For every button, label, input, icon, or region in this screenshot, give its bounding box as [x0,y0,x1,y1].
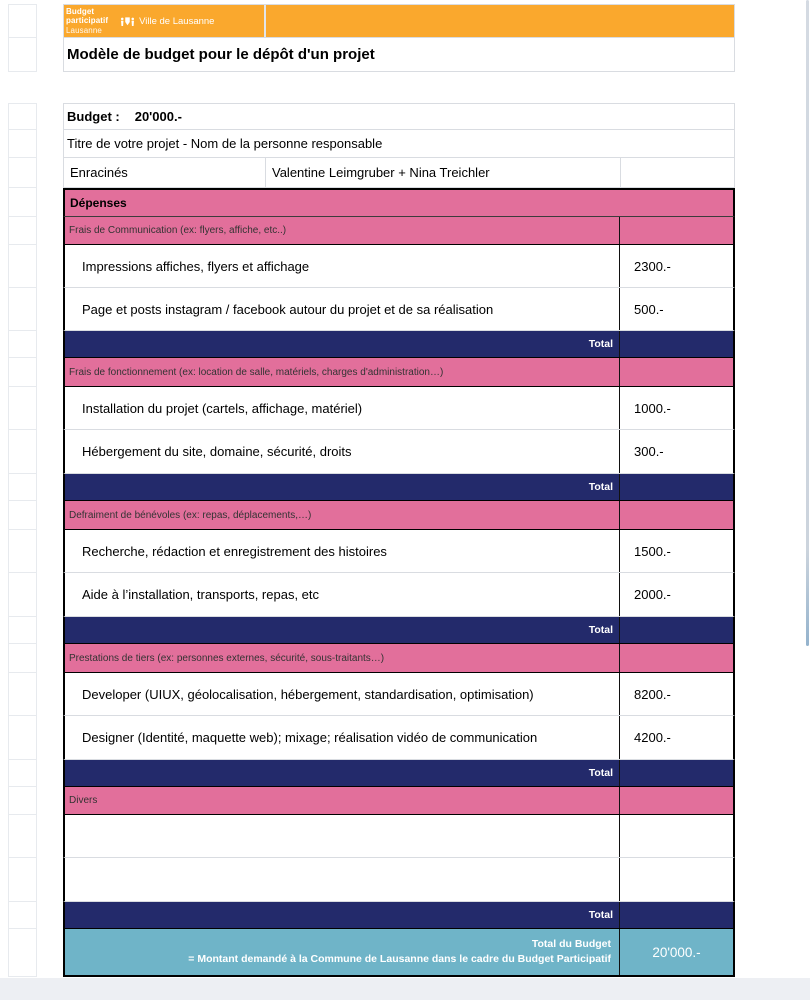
title-cell[interactable] [63,38,735,72]
expense-row [8,530,735,573]
brand-banner-right-cell [266,5,734,37]
page-title: Modèle de budget pour le dépôt d'un projet [67,46,375,63]
section-total-row [8,617,735,644]
logo-line3: Lausanne [66,25,102,35]
section-total-amount-cell[interactable] [619,617,733,643]
section-label[interactable]: Defraiment de bénévoles (ex: repas, déplacements,…) [69,509,312,521]
grand-total-line2: = Montant demandé à la Commune de Lausanne dans le cadre du Budget Participatif [188,953,611,965]
section-amount-cell[interactable] [619,787,733,814]
section-amount-cell[interactable] [619,358,733,386]
subtitle-row [8,130,735,158]
row-header-cell[interactable] [8,573,37,617]
expense-row [8,288,735,331]
section-total-amount-cell[interactable] [619,760,733,786]
row-header-cell[interactable] [8,929,37,977]
expense-row [8,673,735,716]
lausanne-crest-icon [120,16,135,27]
project-info-row [8,158,735,188]
section-amount-cell[interactable] [619,644,733,672]
section-divers [8,787,735,815]
row-header-cell[interactable] [8,130,37,158]
row-header-cell[interactable] [8,644,37,673]
budget-label: Budget : [67,109,120,124]
budget-value: 20'000.- [134,109,182,124]
budget-cell[interactable] [63,103,735,130]
budget-sheet [8,4,735,977]
expense-amount-cell[interactable]: 2300.- [619,245,733,287]
section-label[interactable]: Frais de fonctionnement (ex: location de salle, matériels, charges d'administration…) [69,366,444,378]
expense-row [8,430,735,474]
logo-line1: Budget [66,7,95,17]
section-total-label[interactable]: Total [588,909,613,921]
row-header-cell[interactable] [8,815,37,858]
expense-desc-cell[interactable]: Hébergement du site, domaine, sécurité, droits [82,444,352,459]
section-frais-fonctionnement [8,358,735,387]
empty-cell[interactable] [621,158,734,187]
project-name-cell[interactable]: Enracinés [64,158,266,187]
expense-row [8,573,735,617]
expense-row [8,245,735,288]
row-header-cell[interactable] [8,188,37,217]
row-header-cell[interactable] [8,858,37,902]
row-header-cell[interactable] [8,358,37,387]
expense-desc-cell[interactable]: Page et posts instagram / facebook autour du projet et de sa réalisation [82,301,494,317]
section-total-row [8,760,735,787]
expense-desc-cell[interactable] [65,815,619,857]
project-subtitle: Titre de votre projet - Nom de la personne responsable [67,136,383,151]
row-header-cell[interactable] [8,530,37,573]
expense-amount-cell[interactable] [619,815,733,857]
section-total-label[interactable]: Total [588,481,613,493]
row-header-cell[interactable] [8,288,37,331]
row-header-cell[interactable] [8,617,37,644]
orange-header-row [8,4,735,38]
responsible-cell[interactable]: Valentine Leimgruber + Nina Treichler [266,158,621,187]
expense-amount-cell[interactable]: 4200.- [619,716,733,759]
grand-total-label-cell[interactable] [65,929,619,975]
row-header-cell[interactable] [8,245,37,288]
expense-row [8,387,735,430]
section-amount-cell[interactable] [619,501,733,529]
expense-desc-cell[interactable]: Designer (Identité, maquette web); mixage; réalisation vidéo de communication [82,730,538,745]
section-total-amount-cell[interactable] [619,902,733,928]
row-header-cell[interactable] [8,331,37,358]
section-defraiment-benevoles [8,501,735,530]
row-header-cell[interactable] [8,387,37,430]
expense-desc-cell[interactable]: Installation du projet (cartels, affichage, matériel) [82,400,363,416]
scrollbar[interactable] [806,0,809,646]
expense-desc-cell[interactable]: Recherche, rédaction et enregistrement des histoires [82,543,387,559]
expense-amount-cell[interactable] [619,858,733,901]
row-header-cell[interactable] [8,474,37,501]
ville-de-lausanne-label: Ville de Lausanne [139,15,215,27]
spacer-row [8,72,735,103]
expenses-header-cell[interactable] [63,188,735,217]
row-header-cell[interactable] [8,38,37,72]
row-header-cell[interactable] [8,4,37,38]
expense-desc-cell[interactable]: Aide à l’installation, transports, repas, etc [82,587,320,602]
grand-total-line1: Total du Budget [531,938,611,951]
section-frais-communication [8,217,735,245]
section-prestations-tiers [8,644,735,673]
row-header-cell[interactable] [8,158,37,188]
brand-banner-left-cell [64,5,266,37]
row-header-cell[interactable] [8,217,37,245]
expense-row [8,858,735,902]
expense-row [8,716,735,760]
budget-row [8,103,735,130]
section-amount-cell[interactable] [619,217,733,244]
expense-desc-cell[interactable] [65,858,619,901]
grand-total-amount[interactable]: 20'000.- [619,929,733,975]
row-header-cell[interactable] [8,430,37,474]
expenses-header-row [8,188,735,217]
expense-amount-cell[interactable]: 2000.- [619,573,733,616]
bottom-margin-strip [0,978,810,1000]
section-label[interactable]: Prestations de tiers (ex: personnes externes, sécurité, sous-traitants…) [69,652,385,664]
ville-de-lausanne-logo [120,16,214,27]
logo-line2: participatif [66,16,109,26]
section-total-amount-cell[interactable] [619,331,733,357]
section-label[interactable]: Frais de Communication (ex: flyers, affiche, etc..) [69,225,287,236]
expense-row [8,815,735,858]
budget-participatif-logo [66,7,108,35]
section-total-row [8,902,735,929]
section-total-label[interactable]: Total [588,767,613,779]
section-total-label[interactable]: Total [588,338,613,350]
row-header-cell[interactable] [8,673,37,716]
expense-amount-cell[interactable]: 8200.- [619,673,733,715]
subtitle-cell[interactable] [63,130,735,158]
grand-total-row [8,929,735,977]
row-header-cell[interactable] [8,716,37,760]
title-row [8,38,735,72]
expense-amount-cell[interactable]: 1500.- [619,530,733,572]
expense-desc-cell[interactable]: Developer (UIUX, géolocalisation, hébergement, standardisation, optimisation) [82,686,534,702]
section-total-row [8,474,735,501]
expenses-header-label: Dépenses [70,196,127,210]
section-total-amount-cell[interactable] [619,474,733,500]
row-header-cell[interactable] [8,501,37,530]
row-header-cell[interactable] [8,760,37,787]
expense-amount-cell[interactable]: 500.- [619,288,733,330]
section-label[interactable]: Divers [69,795,98,806]
row-header-cell[interactable] [8,902,37,929]
section-total-label[interactable]: Total [588,624,613,636]
expense-amount-cell[interactable]: 300.- [619,430,733,473]
brand-banner-cell[interactable] [63,4,735,38]
row-header-cell[interactable] [8,787,37,815]
section-total-row [8,331,735,358]
expense-desc-cell[interactable]: Impressions affiches, flyers et affichage [82,258,310,274]
expense-amount-cell[interactable]: 1000.- [619,387,733,429]
row-header-cell[interactable] [8,103,37,130]
